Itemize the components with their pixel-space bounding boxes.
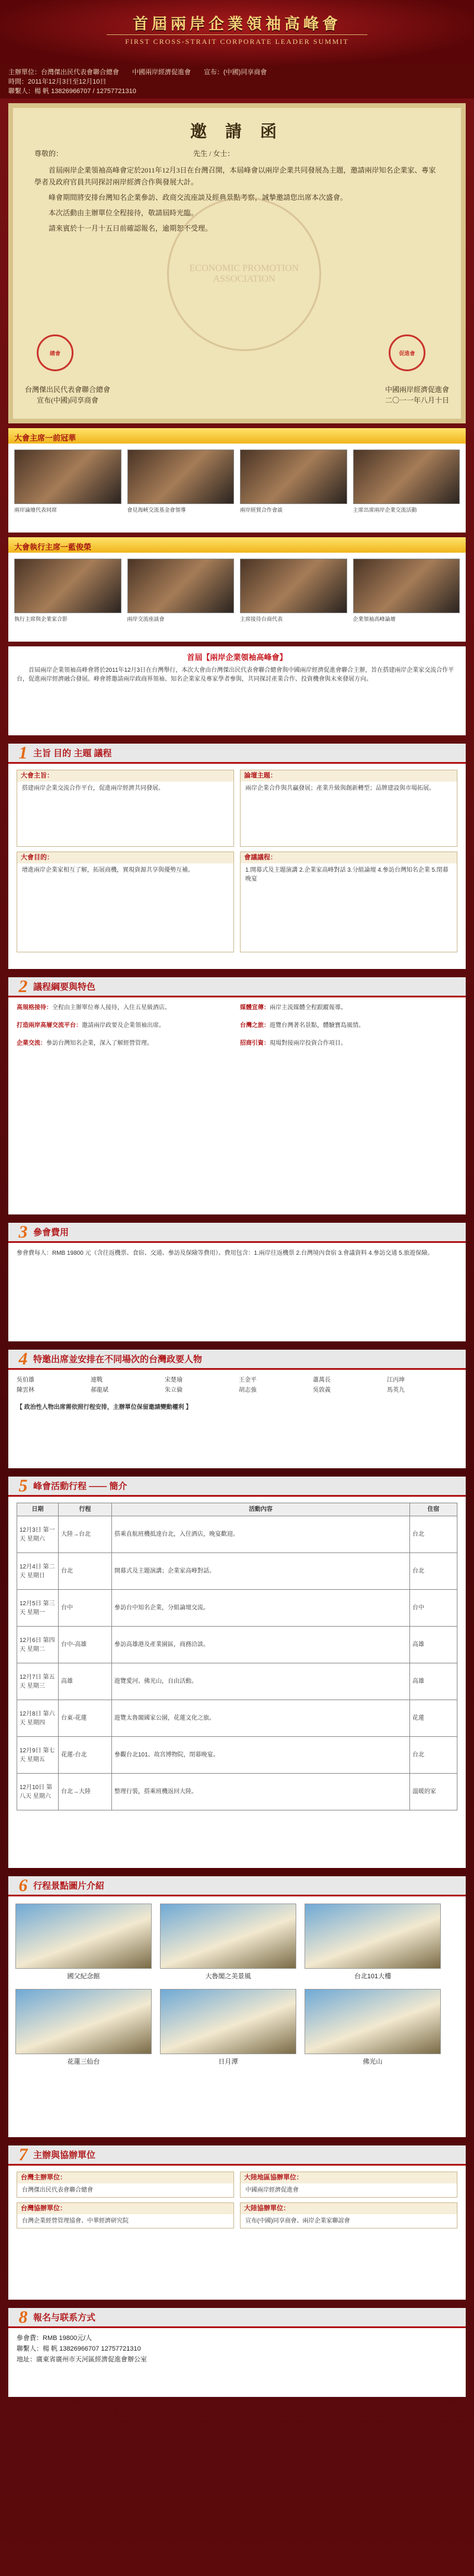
photo-card[interactable] [353,559,460,636]
photo-caption: 兩岸經貿合作會談 [240,507,283,513]
vip-list [17,1376,457,1395]
section-5 [8,1477,466,1868]
tour-photo [305,1989,441,2054]
photo-caption: 執行主席與企業家合影 [14,616,68,622]
tour-caption: 日月潭 [218,2058,238,2065]
table-cell: 高雄 [410,1627,457,1663]
title-divider [107,34,367,35]
section-title: 報名与联系方式 [33,2313,96,2323]
photo [127,449,235,504]
photo-card[interactable] [127,449,235,527]
feature-text: 現場對接兩岸投資合作項目。 [270,1040,347,1047]
table-cell: 12月7日 第五天 星期三 [17,1663,59,1700]
section-number: 2 [18,976,28,996]
vip-name: 宋楚瑜 [165,1377,182,1383]
vip-name: 吳伯雄 [17,1377,34,1383]
gallery-title: 大會執行主席一藍俊榮 [8,537,466,553]
schedule-table [17,1503,457,1810]
tour-spot[interactable] [305,1989,441,2066]
vip-name: 吳敦義 [313,1387,331,1394]
sig2: 中國兩岸經濟促進會 [385,385,449,394]
tour-caption: 台北101大樓 [354,1973,392,1980]
photo-card[interactable] [14,449,121,527]
table-row [17,1553,457,1590]
table-cell: 參訪台中知名企業，分組論壇交流。 [112,1590,410,1627]
photo-caption: 企業領袖高峰論壇 [353,616,396,622]
feature-item [240,1039,457,1048]
table-cell: 台北→大陸 [59,1774,112,1810]
feature-text: 全程由主辦單位專人接待，入住五星級酒店。 [52,1005,171,1011]
feature-label: 打造兩岸高層交流平台： [17,1022,82,1029]
reg-fee: 參會費：RMB 19800元/人 [17,2335,92,2342]
vip-note: 【 政治性人物出席需依照行程安排，主辦單位保留邀請變動權利 】 [17,1404,192,1411]
gallery-exec [8,537,466,642]
feature-item [17,1039,234,1048]
photo [353,449,460,504]
photo [353,559,460,613]
intro-text: 首屆兩岸企業領袖高峰會將於2011年12月3日在台灣舉行，本次大會由台灣傑出民代表會聯合總會與中國兩岸經濟促進會聯合主辦，旨在搭建兩岸企業家交流合作平台，促進兩岸經濟融合發展。峰會將邀請兩岸政商界領袖、知名企業家及專家學者參與，共同探討產業合作、投資機會與未來發展方向。 [17,667,454,683]
feature-item [17,1021,234,1030]
photo-card[interactable] [240,559,347,636]
intro-heading: 首屆【兩岸企業領袖高峰會】 [187,653,287,662]
table-cell: 高雄 [410,1663,457,1700]
section-title: 行程景點圖片介紹 [33,1881,105,1891]
tour-caption: 花蓮三仙台 [67,2058,100,2065]
table-cell: 12月8日 第六天 星期四 [17,1700,59,1737]
photo-caption: 兩岸交流座談會 [127,616,165,622]
vip-name: 蕭萬長 [313,1377,331,1383]
vip-name: 連戰 [91,1377,103,1383]
vip-name: 朱立倫 [165,1387,182,1394]
photo-caption: 會見海峽交流基金會領導 [127,507,186,513]
section-title: 主辦與協辦單位 [33,2150,96,2160]
feature-text: 遊覽台灣著名景點，體驗寶島風情。 [270,1022,364,1029]
table-cell: 12月3日 第一天 星期六 [17,1516,59,1553]
table-cell: 遊覽太魯閣國家公園，花蓮文化之旅。 [112,1700,410,1737]
vip-name: 江丙坤 [387,1377,405,1383]
summit-subtitle: FIRST CROSS-STRAIT CORPORATE LEADER SUMMIT [125,37,349,46]
section-6 [8,1876,466,2137]
tour-gallery [8,1896,466,2073]
section-title: 特邀出席並安排在不同場次的台灣政要人物 [33,1354,203,1364]
photo [127,559,235,613]
summit-title: 首屆兩岸企業領袖高峰會 [132,15,341,33]
feature-label: 高規格接待： [17,1005,52,1011]
tour-photo [160,1904,296,1969]
invite-greet: 先生 / 女士： [193,149,235,158]
section-7 [8,2145,466,2300]
feature-label: 企業交流： [17,1040,46,1047]
table-cell: 大陸→台北 [59,1516,112,1553]
box-text: 中國兩岸經濟促進會 [245,2187,299,2194]
table-cell: 12月6日 第四天 星期二 [17,1627,59,1663]
web: 宣布：(中國)同享商會 [204,69,267,76]
section-number: 3 [18,1222,28,1242]
photo-caption: 主席出席兩岸企業交流活動 [353,507,417,513]
table-cell: 溫暖的家 [410,1774,457,1810]
box-heading: 大陸協辦單位： [241,2203,457,2214]
section-1 [8,744,466,969]
tour-spot[interactable] [15,1989,152,2066]
gallery-chairman [8,428,466,533]
table-cell: 參訪高雄港及產業園區，商務洽談。 [112,1627,410,1663]
box-text: 增進兩岸企業家相互了解，拓展商機，實現資源共享與優勢互補。 [22,867,194,873]
table-row [17,1590,457,1627]
invite-p4: 請來賓於十一月十五日前確認報名，逾期恕不受理。 [49,224,213,232]
tour-spot[interactable] [305,1904,441,1981]
section-number: 4 [18,1348,28,1369]
table-cell: 花蓮-台北 [59,1737,112,1774]
feature-item [240,1003,457,1012]
box-text: 搭建兩岸企業交流合作平台，促進兩岸經濟共同發展。 [22,785,164,792]
host: 主辦單位：台灣傑出民代表會聯合總會 [8,69,119,76]
invite-p1: 首屆兩岸企業領袖高峰會定於2011年12月3日在台灣召開，本屆峰會以兩岸企業共同發展為主題，邀請兩岸知名企業家、專家學者及政府官員共同探討兩岸經濟合作與發展大計。 [34,166,436,186]
box-heading: 論壇主題： [241,770,457,782]
box-heading: 大會目的： [17,852,233,863]
section-title: 參會費用 [33,1228,69,1238]
table-row [17,1700,457,1737]
table-row [17,1774,457,1810]
box-text: 1.開幕式及主題演講 2.企業家高峰對話 3.分組論壇 4.參訪台灣知名企業 5.閉幕晚宴 [245,867,449,882]
vip-name: 馬英九 [387,1387,405,1394]
tour-spot[interactable] [15,1904,152,1981]
box-text: 台灣企業經營管理協會、中華經濟研究院 [22,2218,129,2224]
box-heading: 台灣協辦單位： [17,2203,233,2214]
vip-name: 郝龍斌 [91,1387,108,1394]
section-title: 峰會活動行程 —— 簡介 [33,1481,127,1491]
table-cell: 高雄 [59,1663,112,1700]
box-heading: 台灣主辦單位： [17,2172,233,2183]
table-cell: 12月5日 第三天 星期一 [17,1590,59,1627]
table-cell: 開幕式及主題演講；企業家高峰對話。 [112,1553,410,1590]
table-cell: 台中 [410,1590,457,1627]
section-title: 議程綱要與特色 [33,982,96,992]
table-cell: 台北 [410,1737,457,1774]
tour-photo [160,1989,296,2054]
vip-name: 胡志強 [239,1387,257,1394]
tour-spot[interactable] [160,1904,296,1981]
seal-right: 促進會 [389,334,425,371]
section-number: 1 [18,742,28,763]
tour-photo [15,1989,152,2054]
photo-caption: 兩岸論壇代表同席 [14,507,57,513]
reg-address: 地址：廣東省廣州市天河區經濟促進會辦公室 [17,2356,147,2363]
box-heading: 會議議程： [241,852,457,863]
table-cell: 台北 [59,1553,112,1590]
feature-label: 招商引資： [240,1040,270,1047]
feature-text: 參訪台灣知名企業，深入了解經營管理。 [46,1040,153,1047]
table-row [17,1663,457,1700]
gallery-title: 大會主席一前冠華 [8,428,466,444]
box-text: 宣布(中國)同享商會、兩岸企業家聯誼會 [245,2218,350,2224]
tour-photo [305,1904,441,1969]
box-text: 兩岸企業合作與共贏發展；產業升級與創新轉型；品牌建設與市場拓展。 [245,785,435,792]
reg-contact: 聯繫人：楊 帆 13826966707 12757721310 [17,2345,141,2352]
feature-label: 媒體宣傳： [240,1005,270,1011]
tour-spot[interactable] [160,1989,296,2066]
watermark: ECONOMIC PROMOTION ASSOCIATION [167,197,321,351]
section-number: 7 [18,2144,28,2164]
box-heading: 大陸地區協辦單位： [241,2172,457,2183]
seal-left: 總會 [37,334,73,371]
photo-caption: 主席接待台商代表 [240,616,283,622]
section-3 [8,1223,466,1341]
box-text: 台灣傑出民代表會聯合總會 [22,2187,93,2194]
photo [14,449,121,504]
col-header: 活動內容 [112,1503,410,1516]
table-cell: 台北 [410,1516,457,1553]
photo-card[interactable] [240,449,347,527]
box-heading: 大會主旨： [17,770,233,782]
section-4 [8,1350,466,1468]
photo [240,559,347,613]
feature-label: 台灣之旅： [240,1022,270,1029]
table-cell: 台東-花蓮 [59,1700,112,1737]
section-number: 8 [18,2307,28,2327]
table-row [17,1516,457,1553]
table-row [17,1737,457,1774]
sig-left [25,384,110,406]
table-cell: 花蓮 [410,1700,457,1737]
sig-right [385,384,449,406]
feature-text: 邀請兩岸政要及企業領袖出席。 [82,1022,165,1029]
section-2 [8,977,466,1214]
contact: 聯繫人：楊 帆 13826966707 / 12757721310 [8,88,136,95]
table-cell: 遊覽愛河、佛光山，自由活動。 [112,1663,410,1700]
invite-to: 尊敬的： [34,149,63,158]
feature-item [17,1003,234,1012]
table-cell: 搭乘直航班機抵達台北，入住酒店，晚宴歡迎。 [112,1516,410,1553]
table-cell: 12月10日 第八天 星期六 [17,1774,59,1810]
photo-card[interactable] [127,559,235,636]
section-number: 6 [18,1875,28,1895]
table-cell: 整理行裝，搭乘班機返回大陸。 [112,1774,410,1810]
tour-photo [15,1904,152,1969]
feature-item [240,1021,457,1030]
photo-card[interactable] [353,449,460,527]
table-row [17,1627,457,1663]
table-cell: 台北 [410,1553,457,1590]
col-header: 住宿 [410,1503,457,1516]
intro-section [8,646,466,735]
photo-card[interactable] [14,559,121,636]
tour-caption: 國父紀念館 [67,1973,100,1980]
banner [0,0,474,65]
sig1: 台灣傑出民代表會聯合總會 [25,385,111,394]
table-cell: 12月9日 第七天 星期五 [17,1737,59,1774]
photo [14,559,121,613]
feature-text: 兩岸主流媒體全程跟蹤報導。 [270,1005,347,1011]
tour-caption: 佛光山 [363,2058,383,2065]
section-number: 5 [18,1475,28,1496]
section-8 [8,2308,466,2397]
table-cell: 台中-高雄 [59,1627,112,1663]
org: 中國兩岸經濟促進會 [132,69,191,76]
col-header: 行程 [59,1503,112,1516]
fee-text: 參會費每人：RMB 19800 元（含往返機票、食宿、交通、參訪及保險等費用）。費用包含：1.兩岸往返機票 2.台灣境內食宿 3.會議資料 4.參訪交通 5.旅遊保險。 [17,1250,434,1257]
photo [240,449,347,504]
invite-date: 二〇一一年八月十日 [385,396,449,404]
invitation-letter [8,103,466,423]
invite-title: 邀 請 函 [190,123,284,141]
meta-info [0,65,474,98]
table-cell: 參觀台北101、故宮博物院，閉幕晚宴。 [112,1737,410,1774]
vip-name: 陳雲林 [17,1387,34,1394]
sig3: 宣布(中國)同享商會 [37,396,98,404]
invite-p3: 本次活動由主辦單位全程接待，敬請屆時光臨。 [49,209,198,217]
table-cell: 台中 [59,1590,112,1627]
vip-name: 王金平 [239,1377,257,1383]
invite-p2: 峰會期間將安排台灣知名企業參訪、政商交流座談及經典景點考察，誠摯邀請您出席本次盛會。 [49,193,348,202]
date: 時間：2011年12月3日至12月10日 [8,78,107,85]
section-title: 主旨 目的 主題 議程 [33,748,112,758]
tour-caption: 大魯閣之美景風 [205,1973,251,1980]
col-header: 日期 [17,1503,59,1516]
table-cell: 12月4日 第二天 星期日 [17,1553,59,1590]
